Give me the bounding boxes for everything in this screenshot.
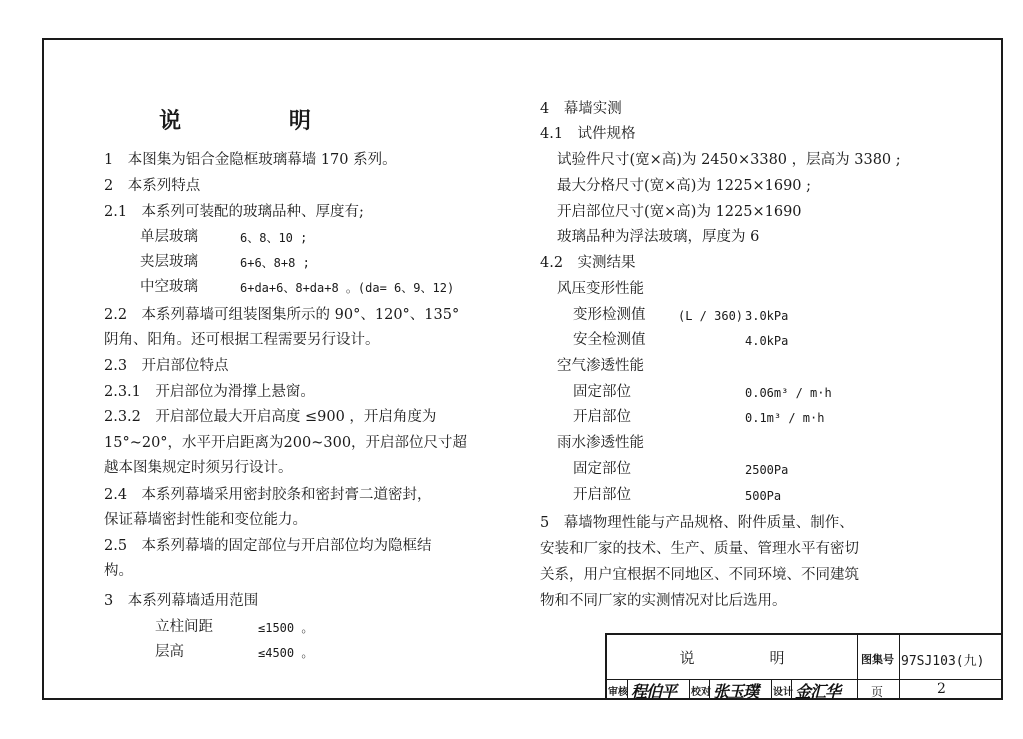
item-2-2-b: 阴角、阳角。还可根据工程需要另行设计。 bbox=[104, 332, 380, 348]
item-4: 4 幕墙实测 bbox=[540, 101, 622, 117]
glass-single-value: 6、8、10 ; bbox=[240, 231, 308, 245]
air-fixed-value: 0.06m³ / m·h bbox=[745, 386, 832, 400]
column-spacing-value: ≤1500 。 bbox=[258, 621, 314, 635]
item-5-a: 5 幕墙物理性能与产品规格、附件质量、制作、 bbox=[540, 515, 854, 531]
item-2-4-a: 2.4 本系列幕墙采用密封胶条和密封膏二道密封， bbox=[104, 487, 432, 503]
glass-single-name: 单层玻璃 bbox=[140, 229, 198, 245]
item-1: 1 本图集为铝合金隐框玻璃幕墙 170 系列。 bbox=[104, 152, 397, 168]
item-2-3-2-a: 2.3.2 开启部位最大开启高度 ≤900 ，开启角度为 bbox=[104, 409, 437, 425]
design-label: 设计 bbox=[773, 687, 793, 698]
wind-safety-name: 安全检测值 bbox=[573, 332, 646, 348]
glass-insulated-value: 6+da+6、8+da+8 。(da= 6、9、12) bbox=[240, 281, 455, 295]
item-2-1: 2.1 本系列可装配的玻璃品种、厚度有; bbox=[104, 204, 364, 220]
spec-3: 开启部位尺寸(宽×高)为 1225×1690 bbox=[557, 204, 802, 220]
wind-deform-note: (L / 360) bbox=[678, 309, 744, 323]
wind-deform-name: 变形检测值 bbox=[573, 307, 646, 323]
item-2-3-1: 2.3.1 开启部位为滑撑上悬窗。 bbox=[104, 384, 315, 400]
spec-2: 最大分格尺寸(宽×高)为 1225×1690 ; bbox=[557, 178, 812, 194]
title-block-vline-4 bbox=[689, 679, 690, 700]
item-5-b: 安装和厂家的技术、生产、质量、管理水平有密切 bbox=[540, 541, 859, 557]
air-heading: 空气渗透性能 bbox=[557, 358, 644, 374]
item-2-3-2-b: 15°~20°，水平开启距离为200~300，开启部位尺寸超 bbox=[104, 435, 468, 451]
item-4-2: 4.2 实测结果 bbox=[540, 255, 636, 271]
spec-1: 试验件尺寸(宽×高)为 2450×3380 ，层高为 3380 ; bbox=[557, 152, 901, 168]
atlas-no-label: 图集号 bbox=[861, 653, 894, 666]
page-number: 2 bbox=[937, 681, 946, 697]
item-4-1: 4.1 试件规格 bbox=[540, 126, 636, 142]
page-label: 页 bbox=[871, 685, 884, 699]
glass-laminated-name: 夹层玻璃 bbox=[140, 254, 198, 270]
glass-insulated-name: 中空玻璃 bbox=[140, 279, 198, 295]
title-block bbox=[605, 633, 1003, 700]
item-2-5-b: 构。 bbox=[104, 563, 133, 579]
item-2-3-2-c: 越本图集规定时须另行设计。 bbox=[104, 460, 293, 476]
spec-4: 玻璃品种为浮法玻璃，厚度为 6 bbox=[557, 229, 760, 245]
item-5-d: 物和不同厂家的实测情况对比后选用。 bbox=[540, 593, 787, 609]
design-signature: 金汇华 bbox=[795, 682, 841, 701]
item-5-c: 关系，用户宜根据不同地区、不同环境、不同建筑 bbox=[540, 567, 859, 583]
title-block-vline-2 bbox=[899, 635, 900, 700]
rain-open-value: 500Pa bbox=[745, 489, 782, 503]
item-2: 2 本系列特点 bbox=[104, 178, 201, 194]
column-spacing-name: 立柱间距 bbox=[155, 619, 213, 635]
wind-heading: 风压变形性能 bbox=[557, 281, 644, 297]
floor-height-value: ≤4500 。 bbox=[258, 646, 314, 660]
glass-laminated-value: 6+6、8+8 ; bbox=[240, 256, 310, 270]
item-3: 3 本系列幕墙适用范围 bbox=[104, 593, 259, 609]
wind-deform-value: 3.0kPa bbox=[745, 309, 789, 323]
rain-heading: 雨水渗透性能 bbox=[557, 435, 644, 451]
rain-fixed-value: 2500Pa bbox=[745, 463, 789, 477]
floor-height-name: 层高 bbox=[155, 644, 184, 660]
item-2-5-a: 2.5 本系列幕墙的固定部位与开启部位均为隐框结 bbox=[104, 538, 432, 554]
check-signature: 张玉璞 bbox=[713, 682, 759, 701]
wind-safety-value: 4.0kPa bbox=[745, 334, 789, 348]
air-fixed-name: 固定部位 bbox=[573, 384, 631, 400]
item-2-2-a: 2.2 本系列幕墙可组装图集所示的 90°、120°、135° bbox=[104, 307, 460, 323]
title-block-title: 说 明 bbox=[679, 649, 785, 667]
item-2-4-b: 保证幕墙密封性能和变位能力。 bbox=[104, 512, 307, 528]
review-signature: 程伯平 bbox=[631, 682, 677, 701]
air-open-value: 0.1m³ / m·h bbox=[745, 411, 825, 425]
page-title: 说 明 bbox=[159, 108, 361, 134]
rain-open-name: 开启部位 bbox=[573, 487, 631, 503]
atlas-no-value: 97SJ103(九) bbox=[901, 654, 985, 669]
review-label: 审核 bbox=[608, 687, 628, 698]
title-block-vline-1 bbox=[857, 635, 858, 700]
rain-fixed-name: 固定部位 bbox=[573, 461, 631, 477]
air-open-name: 开启部位 bbox=[573, 409, 631, 425]
item-2-3: 2.3 开启部位特点 bbox=[104, 358, 229, 374]
check-label: 校对 bbox=[691, 687, 711, 698]
title-block-vline-6 bbox=[771, 679, 772, 700]
